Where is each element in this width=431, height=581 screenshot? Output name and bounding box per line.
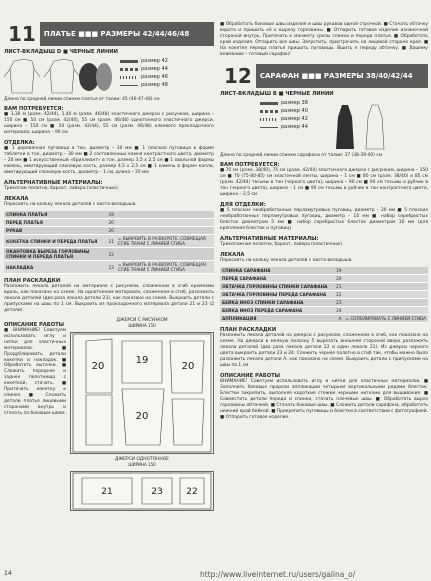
line-swatch [120, 76, 138, 79]
cutting-layout-diagram [70, 332, 214, 454]
alt-materials-heading: АЛЬТЕРНАТИВНЫЕ МАТЕРИАЛЫ: [4, 180, 103, 186]
pattern-number: 12 [224, 64, 252, 88]
patterns-text: Пересиять на кальку лекала деталей с листа-вкладыша. [4, 202, 137, 207]
svg-text:22: 22 [186, 487, 198, 497]
pattern-12-header [220, 64, 428, 88]
source-url[interactable]: http://www.liveinternet.ru/users/galina_o/ [200, 570, 356, 579]
line-swatch [120, 85, 138, 86]
line-swatch [260, 127, 278, 128]
svg-text:20: 20 [181, 361, 195, 372]
layout-width-label-2: ШИРИНА 150 [128, 462, 156, 467]
alt-materials-heading: АЛЬТЕРНАТИВНЫЕ МАТЕРИАЛЫ: [220, 236, 319, 242]
finish-heading: ДЛЯ ОТДЕЛКИ: [220, 202, 266, 208]
table-row: ОБТАЧКА ГОРЛОВИНЫ ПЕРЕДА САРАФАНА 22 [220, 291, 428, 299]
patterns-heading: ЛЕКАЛА [4, 196, 29, 202]
sheet-label: ЛИСТ-ВКЛАДЫШ D ■ ЧЕРНЫЕ ЛИНИИ [4, 49, 118, 55]
table-row: АППЛИКАЦИЯ А = СОПОЛИРОВАТЬ С ЛИНИЕЙ СГИБА [220, 315, 428, 323]
pattern-title: ПЛАТЬЕ ■■■ РАЗМЕРЫ 42/44/46/48 [40, 22, 214, 46]
svg-text:21: 21 [101, 487, 113, 497]
size-list: размер 38 размер 40 размер 42 размер 44 [220, 99, 308, 151]
finish-text: ■ 1 деревянная пуговица в тон, диаметр – 30 мм ■ 1 плоская пуговица в форме таблетки в тон, диаметр – 30 мм ■ 2 составленных камня контрастного цвета, диаметр – 20 мм ■ 1 искусственный «бриллиант» в тон, размер 3,5 х 2,5 см ■ 1 овальной формы камень, имитирующий слоновую кость, размер 4,5 х 2,5 см ■ 1 камень в форме капли, имитирующий слоновую кость, диаметр – 1 см, длина – 35 мм [4, 146, 214, 175]
materials-text: ■ 1,30 м (разм. 42/44), 1,40 м (разм. 46/48) эластичного джерси с рисунком, ширина – 150 см ■ 50 см (разм. 42/44), 55 см (разм. 46/48) однотонного эластичного джерси, ширина – 150 см ■ 50 (разм. 42/44), 55 см (разм. 46/48) клеевого прокладочного материала, ширина – 90 см [4, 112, 214, 135]
line-swatch [260, 102, 278, 105]
materials-heading: ВАМ ПОТРЕБУЕТСЯ: [220, 162, 280, 168]
materials-text: ■ 70 см (разм. 38/40), 75 см (разм. 42/44) эластичного джерси с рисунком, ширина – 150 см ■ 70 (75-80-85) см эластичной ленты, ширина – 1 см ■ 80 см (разм. 38/40) и 85 см (разм. 42/44) тесьмы в тон (черного цвета), ширина – 90 см ■ 90 см тесьмы в рубчик в тон (черного цвета), ширина – 1 см ■ 90 см тесьмы в рубчик в тон контрастного цвета, ширина – 2,5 см [220, 168, 428, 197]
table-row: БЕЙКА ИНОЗ ПЕРЕДА САРАФАНА 24 [220, 307, 428, 315]
layout-bottom-label: ДЖЕРСИ ОДНОТОННОЕ [115, 457, 169, 462]
alt-materials-text: Трикотажное полотно, бархат, лайкра (эластичные). [220, 242, 344, 247]
table-row: ОКАНТОВКА ВЫРЕЗА ГОРЛОВИНЫ СПИНКИ И ПЕРЕДА ПЛАТЬЯ 22 [4, 248, 214, 261]
table-row: ПЕРЕД САРАФАНА 20 [220, 275, 428, 283]
finish-heading: ОТДЕЛКА: [4, 140, 35, 146]
description-text: ■ ВНИМАНИЕ! Советуем использовать иглу и нитки для эластичных материалов. ■ Продублировать детали кокетки и накладок. ■ Обработать вытачки. ■ Сложить переднее и заднее полотнища с кокеткой, стачать. ■ Притачать кокетку к спинке. ■ Сложить детали платья лицевыми сторонами внутрь и стачать по боковым швам. [4, 328, 66, 416]
cutting-heading: ПЛАН РАСКЛАДКИ [220, 327, 277, 333]
line-swatch [260, 118, 278, 121]
description-heading: ОПИСАНИЕ РАБОТЫ [4, 322, 65, 328]
table-row: СПИНКА САРАФАНА 19 [220, 267, 428, 275]
sheet-label: ЛИСТ-ВКЛАДЫШ В ■ ЧЕРНЫЕ ЛИНИИ [220, 91, 334, 97]
svg-text:20: 20 [91, 361, 105, 372]
pattern-11-header [4, 22, 214, 46]
line-swatch [260, 110, 278, 113]
table-row: СПИНКА ПЛАТЬЯ 19 [4, 211, 214, 219]
page-number: 14 [4, 570, 12, 577]
finish-text: ■ 5 плоских необработанных перламутровых пуговиц, диаметр – 20 мм ■ 5 плоских необработанных перламутровых пуговиц, диаметр – 10 мм ■ набор серебристых блесток диаметром 5 мм ■ набор серебристых блесток диаметром 10 мм (для крепления блесток и пуговиц) [220, 208, 428, 231]
cutting-heading: ПЛАН РАСКЛАДКИ [4, 278, 61, 284]
sundress-sketch [314, 99, 404, 151]
line-swatch [120, 68, 138, 71]
layout-width-label: ШИРИНА 150 [128, 323, 156, 328]
size-legend [220, 99, 428, 151]
size-legend [4, 57, 214, 95]
parts-table [220, 267, 428, 323]
table-row: ОБТАЧКА ГОРЛОВИНЫ СПИНКИ САРАФАНА 21 [220, 283, 428, 291]
layout-top-label: ДЖЕРСИ С РИСУНКОМ [116, 318, 168, 323]
description-text: ВНИМАНИЕ! Советуем использовать иглу и нитки для эластичных материалов. ■ Заполнить боковые прорези аппликации четырьмя вертикальными рядами блесток. Блестки закрепить, выполняя короткие стежки черными нитками для вышивания. ■ Совместить детали переда и спинки, стачать плечевые швы. ■ Обработать вырез горловины обтачкой. ■ Стачать боковые швы. ■ Сложить детали сарафана, обработать нижний край бейкой. ■ Прикрепить пуговицы и блестки в соответствии с фотографией. ■ Отпарить готовое изделие. [220, 379, 428, 420]
cutting-text: Разложить лекала деталей на материале с рисунком, сложенном в сгиб кромками вдоль, как показано на схеме. На однотонном материале, сложенном в сгиб, разложить лекала деталей (два раза лекала детали 23), как показано на схеме. Выкроить детали с припусками на швы по 1 см. Выкроить из прокладочного материала детали 21 и 23 (2 детали). [4, 284, 214, 313]
description-heading: ОПИСАНИЕ РАБОТЫ [220, 373, 281, 379]
table-row: КОКЕТКА СПИНКИ И ПЕРЕДА ПЛАТЬЯ 21 = ВЫКРОИТЬ В РАЗВОРОТЕ, СОВМЕЩАЯ СГИБ ТКАНИ С ЛИНИЕЙ СГИБА [4, 235, 214, 248]
description-with-layout [4, 318, 214, 511]
size-list: размер 42 размер 44 размер 46 размер 48 [120, 57, 168, 95]
table-row: РУКАВ 20 [4, 227, 214, 235]
right-column [220, 0, 428, 421]
scheme-caption: Длина по средней линии спинки платья от талии: 45 (46-47-48) см [4, 97, 160, 102]
table-row: НАКЛАДКА 23 = ВЫКРОИТЬ В РАЗВОРОТЕ, СОВМЕЩАЯ СГИБ ТКАНИ С ЛИНИЕЙ СГИБА [4, 261, 214, 274]
table-row: ПЕРЕД ПЛАТЬЯ 20 [4, 219, 214, 227]
scheme-caption: Длина по средней линии спинки сарафана от талии: 37 (38-39-40) см [220, 153, 383, 158]
left-column [4, 0, 214, 511]
continued-text: ■ Обработать боковые швы изделия и швы рукавов одной строчкой. ■ Стачать обтачку ворота и пришить её к вырезу горловины. ■ Отпарить готовое изделие изнаночной стороной внутрь. Притачать к манжету срезы спинки и переда платья. ■ Обработать край изделия. Отпарить все швы. Запустить, пристрочить на лицевой стороне края. ■ На кокетке переда платья пришить пуговицы. Вшить к переду обтачку. ■ Вашему вниманию – готовый сарафан! [220, 22, 428, 57]
svg-text:20: 20 [135, 411, 149, 422]
svg-text:23: 23 [151, 487, 163, 497]
materials-heading: ВАМ ПОТРЕБУЕТСЯ: [4, 106, 64, 112]
patterns-heading: ЛЕКАЛА [220, 252, 245, 258]
line-swatch [120, 60, 138, 63]
cutting-text: Разложить лекала деталей на джерси с рисунком, сложенном в сгиб, как показано на схеме. На джерси в мелкую полоску 5 вырезать внешней стороной вверх разложить лекала деталей (два раза лекала детали 22 и один лекала 21). Из джерси черного цвета выкроить детали 23 и 24. Сложить черное полотно в сгиб так, чтобы можно было разложить лекало детали А, как показано на схеме. Выкроить детали с припусками на швы по 1 см. [220, 333, 428, 368]
table-row: БЕЙКА ИНОЗ СПИНКИ САРАФАНА 23 [220, 299, 428, 307]
patterns-text: Пересиять на кальку лекала деталей с листа-вкладыша. [220, 258, 353, 263]
dress-sketch [4, 57, 114, 95]
svg-text:19: 19 [135, 355, 149, 366]
parts-table [4, 211, 214, 274]
alt-materials-text: Трикотаж полотно, бархат, лайкра (эластичные). [4, 186, 120, 191]
pattern-title: САРАФАН ■■■ РАЗМЕРЫ 38/40/42/44 [256, 64, 428, 88]
cutting-layout-diagram-2 [70, 471, 214, 511]
pattern-number: 11 [8, 22, 36, 46]
